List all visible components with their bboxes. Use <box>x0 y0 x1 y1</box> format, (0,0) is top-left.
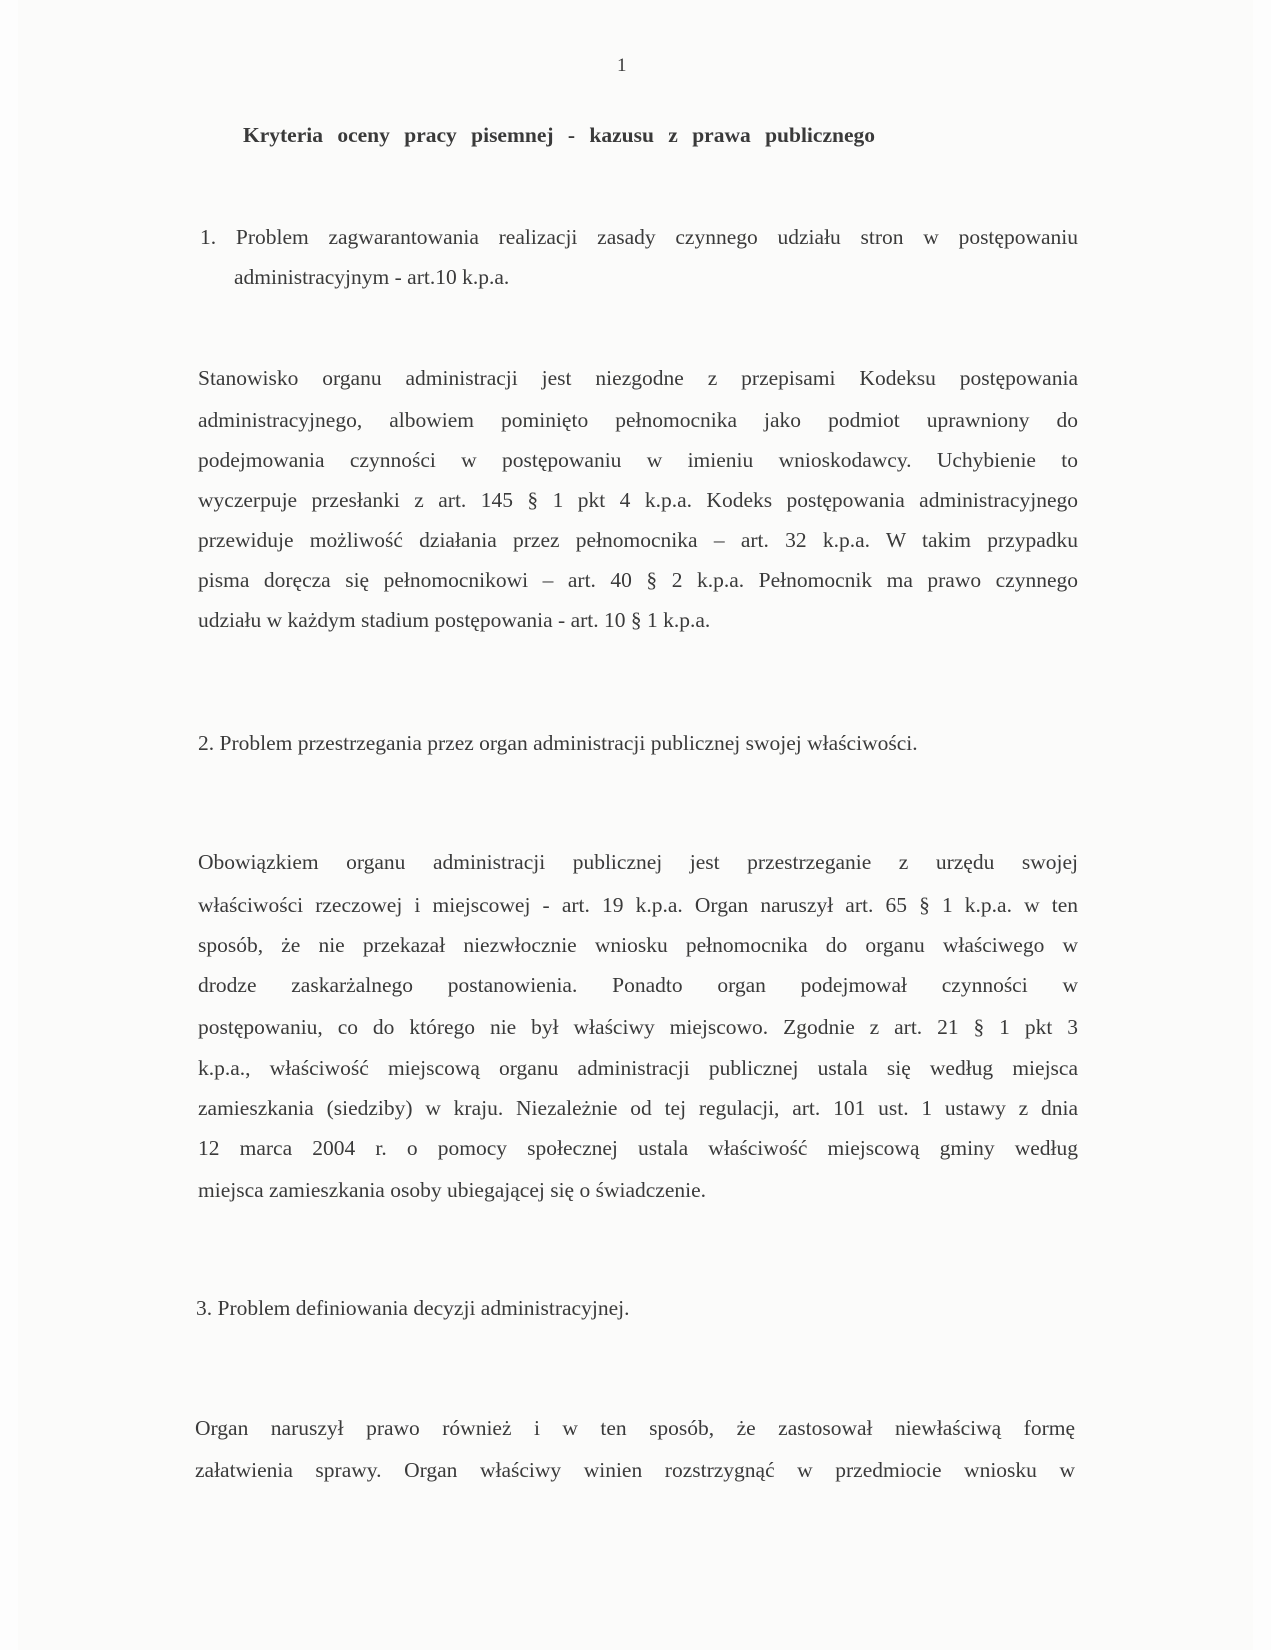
paragraph-2-line: Obowiązkiem organu administracji publicznej jest przestrzeganie z urzędu swojej <box>198 850 1078 874</box>
section-3-heading: 3. Problem definiowania decyzji administracyjnej. <box>196 1296 630 1320</box>
paragraph-1-line: pisma doręcza się pełnomocnikowi – art. 40 § 2 k.p.a. Pełnomocnik ma prawo czynnego <box>198 568 1078 592</box>
paragraph-1-line: administracyjnego, albowiem pominięto pełnomocnika jako podmiot uprawniony do <box>198 408 1078 432</box>
paragraph-1-line: udziału w każdym stadium postępowania - art. 10 § 1 k.p.a. <box>198 608 711 632</box>
paragraph-2-line: sposób, że nie przekazał niezwłocznie wniosku pełnomocnika do organu właściwego w <box>198 933 1078 957</box>
paragraph-1-line: podejmowania czynności w postępowaniu w imieniu wnioskodawcy. Uchybienie to <box>198 448 1078 472</box>
paragraph-2-line: k.p.a., właściwość miejscową organu administracji publicznej ustala się według miejsca <box>198 1056 1078 1080</box>
document-title: Kryteria oceny pracy pisemnej - kazusu z prawa publicznego <box>243 123 875 147</box>
paragraph-3-line: załatwienia sprawy. Organ właściwy winien rozstrzygnąć w przedmiocie wniosku w <box>195 1458 1075 1482</box>
section-1-heading-line-1: 1. Problem zagwarantowania realizacji zasady czynnego udziału stron w postępowaniu <box>200 225 1078 249</box>
paragraph-1-line: przewiduje możliwość działania przez pełnomocnika – art. 32 k.p.a. W takim przypadku <box>198 528 1078 552</box>
paragraph-2-line: 12 marca 2004 r. o pomocy społecznej ustala właściwość miejscową gminy według <box>198 1136 1078 1160</box>
paragraph-1-line: Stanowisko organu administracji jest niezgodne z przepisami Kodeksu postępowania <box>198 366 1078 390</box>
paragraph-2-line: postępowaniu, co do którego nie był właściwy miejscowo. Zgodnie z art. 21 § 1 pkt 3 <box>198 1015 1078 1039</box>
paragraph-2-line: właściwości rzeczowej i miejscowej - art. 19 k.p.a. Organ naruszył art. 65 § 1 k.p.a. w ten <box>198 893 1078 917</box>
paragraph-3-line: Organ naruszył prawo również i w ten sposób, że zastosował niewłaściwą formę <box>195 1416 1075 1440</box>
section-2-heading: 2. Problem przestrzegania przez organ administracji publicznej swojej właściwości. <box>198 731 918 755</box>
paragraph-2-line: zamieszkania (siedziby) w kraju. Niezależnie od tej regulacji, art. 101 ust. 1 ustawy z dnia <box>198 1096 1078 1120</box>
section-1-heading-line-2: administracyjnym - art.10 k.p.a. <box>234 265 510 289</box>
paragraph-1-line: wyczerpuje przesłanki z art. 145 § 1 pkt 4 k.p.a. Kodeks postępowania administracyjnego <box>198 488 1078 512</box>
paragraph-2-line: drodze zaskarżalnego postanowienia. Ponadto organ podejmował czynności w <box>198 973 1078 997</box>
paragraph-2-line: miejsca zamieszkania osoby ubiegającej się o świadczenie. <box>198 1178 707 1202</box>
page-number: 1 <box>617 55 627 76</box>
